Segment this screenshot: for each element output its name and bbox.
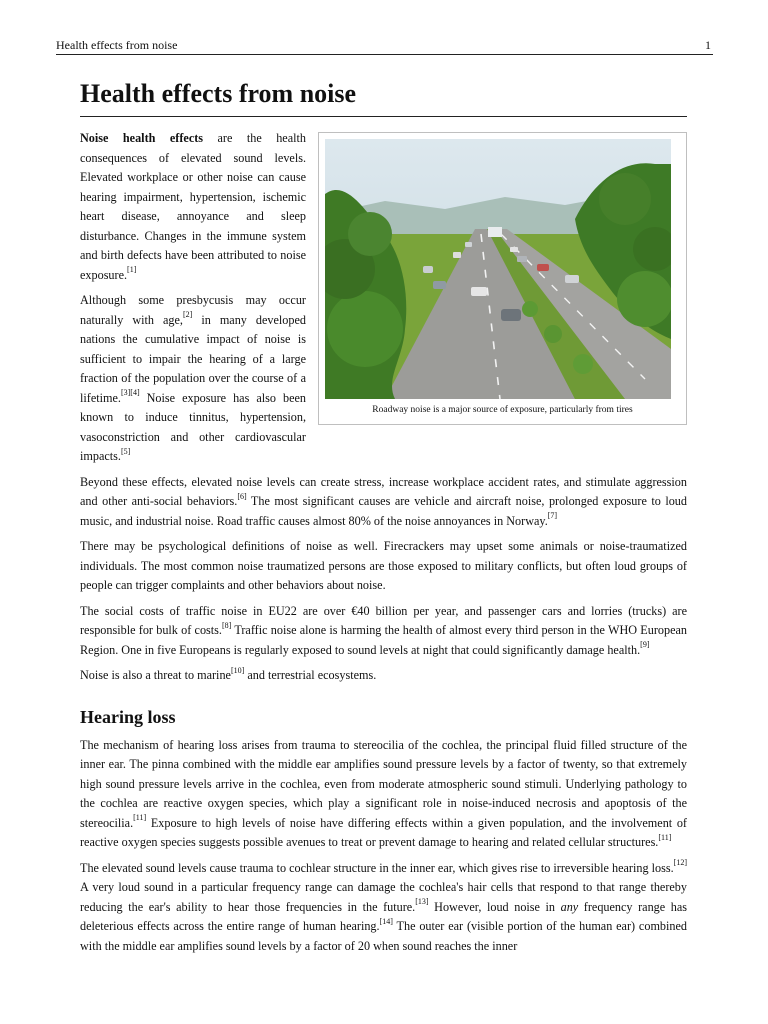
citation-link[interactable]: [9] — [640, 640, 650, 650]
road-sign — [488, 227, 502, 237]
text: Beyond these effects, elevated noise levels can create stress, increase workplace accident rates, and stimulate aggression and other anti-social behaviors. — [80, 474, 687, 508]
citation-link[interactable]: [2] — [182, 310, 193, 320]
text: The outer ear (visible portion of the human ear) combined with the middle ear amplifies sound levels by a factor of 20 when sound reaches the inner — [80, 919, 687, 953]
text: Noise exposure has also been known to induce tinnitus, hypertension, vasoconstriction and other cardiovascular impacts. — [80, 390, 306, 463]
right-tree — [599, 173, 651, 225]
page-title: Health effects from noise — [80, 78, 687, 117]
text: The most significant causes are vehicle and aircraft noise, prolonged exposure to loud music, and industrial noise. Road traffic causes almost 80% of the noise annoyances in Norway. — [80, 494, 687, 528]
section-heading-hearing-loss: Hearing loss — [80, 706, 176, 727]
citation-link[interactable]: [12] — [673, 858, 687, 868]
figure-box — [318, 132, 687, 425]
car — [517, 256, 527, 262]
car — [510, 247, 518, 252]
text: are the health consequences of elevated sound levels. Elevated workplace or other noise can cause hearing impairment, hypertension, ischemic heart disease, annoyance and sleep disturbance. Changes in the immune system and birth defects have been attributed to noise exposure. — [80, 131, 306, 282]
body-paragraph-6 — [80, 666, 687, 686]
car — [471, 287, 487, 296]
citation-link[interactable]: [11] — [658, 832, 672, 842]
text: Noise is also a threat to marine — [80, 668, 231, 682]
right-tree — [617, 271, 671, 327]
highway-photo — [325, 139, 671, 399]
shrub — [573, 354, 593, 374]
running-title: Health effects from noise — [56, 38, 178, 52]
text: Although some presbycusis may occur naturally with age, — [80, 293, 306, 327]
body-paragraph-4: There may be psychological definitions of noise as well. Firecrackers may upset some animals or noise-traumatized individuals. The most common noise traumatized persons are those exposed to military conflicts, but often loud groups of people can trigger complaints and other behaviors about noise. — [80, 539, 687, 592]
car — [433, 281, 446, 289]
running-header — [56, 38, 713, 55]
text: The social costs of traffic noise in EU22 are over €40 billion per year, and passenger cars and lorries (trucks) are responsible for bulk of costs. — [80, 603, 687, 637]
car — [501, 309, 521, 321]
page-number: 1 — [705, 38, 711, 52]
left-tree — [348, 212, 392, 256]
car — [453, 252, 461, 258]
citation-link[interactable]: [8] — [221, 620, 232, 630]
shrub — [522, 301, 538, 317]
text: The mechanism of hearing loss arises from trauma to stereocilia of the cochlea, the principal fluid filled structure of the inner ear. The pinna combined with the middle ear amplifies sound pressure levels by a factor of twenty, so that extremely high sound pressure levels arrive in the cochlea, even from moderate atmospheric sound stimuli. Underlying pathology to the cochlea are reactive oxygen species, which play a significant role in noise-induced necrosis and apoptosis of the stereocilia. — [80, 737, 687, 830]
hearing-loss-paragraph-2 — [80, 859, 687, 957]
car — [465, 242, 472, 247]
body-paragraph-3 — [80, 473, 687, 532]
citation-link[interactable]: [1] — [127, 265, 137, 275]
car — [423, 266, 433, 273]
citation-link[interactable]: [13] — [415, 897, 429, 907]
citation-link[interactable]: [3][4] — [120, 388, 140, 398]
emphasis: any — [560, 899, 579, 914]
text: and terrestrial ecosystems. — [244, 668, 377, 682]
text: The elevated sound levels cause trauma to cochlear structure in the inner ear, which gives rise to irreversible hearing loss. — [80, 860, 674, 875]
text: in many developed nations the cumulative impact of noise is sufficient to impair the hearing of a large fraction of the population over the course of a lifetime. — [80, 312, 306, 405]
text: However, loud noise in — [428, 899, 561, 914]
citation-link[interactable]: [10] — [230, 665, 245, 675]
text: Exposure to high levels of noise have differing effects within a given population, and the involvement of reactive oxygen species suggests possible avenues to treat or prevent damage to hearing and related cellular structures. — [80, 815, 687, 849]
figure-caption: Roadway noise is a major source of exposure, particularly from tires — [372, 405, 633, 415]
citation-link[interactable]: [7] — [547, 511, 558, 521]
text: frequency range has deleterious effects across the entire range of human hearing. — [80, 899, 688, 933]
lead-section — [80, 129, 687, 473]
citation-link[interactable]: [14] — [379, 916, 393, 926]
citation-link[interactable]: [5] — [120, 446, 131, 456]
article-content — [80, 78, 687, 962]
text: Traffic noise alone is harming the health of almost every third person in the WHO European Region. One in five Europeans is regularly exposed to sound levels at night that could significantly damage health. — [80, 623, 687, 657]
shrub — [544, 325, 562, 343]
car — [537, 264, 549, 271]
body-paragraph-5 — [80, 602, 687, 661]
text: A very loud sound in a particular frequency range can damage the cochlea's hair cells that respond to that range thereby reducing the ear's ability to hear those frequencies in the future. — [80, 880, 687, 914]
hearing-loss-paragraph-1 — [80, 736, 687, 853]
left-tree — [327, 291, 403, 367]
citation-link[interactable]: [6] — [237, 491, 247, 501]
citation-link[interactable]: [11] — [133, 813, 147, 823]
car — [565, 275, 579, 283]
term-bold: Noise health effects — [80, 131, 204, 145]
